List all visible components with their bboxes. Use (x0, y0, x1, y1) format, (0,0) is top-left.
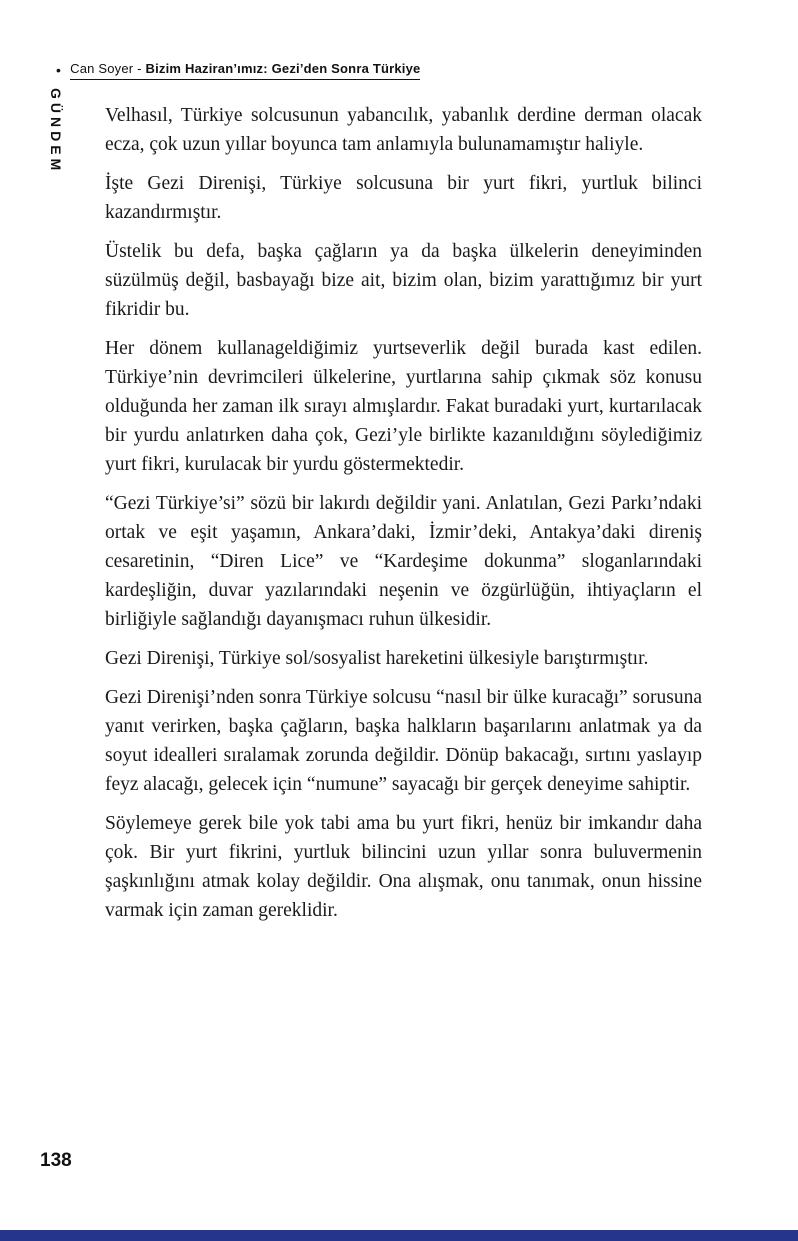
header-author: Can Soyer (70, 61, 134, 76)
paragraph: Söylemeye gerek bile yok tabi ama bu yurt fikri, henüz bir imkandır daha çok. Bir yurt fikrini, yurtluk bilincini uzun yıllar sonra buluvermenin şaşkınlığını atmak kolay değildir. Ona alışmak, onu tanımak, onun hissine varmak için zaman gereklidir. (105, 813, 702, 921)
paragraph: Her dönem kullanageldiğimiz yurtseverlik değil burada kast edilen. Türkiye’nin devrimcileri ülkelerine, yurtlarına sahip çıkmak söz konusu olduğunda her zaman ilk sırayı almışlardır. Fakat buradaki yurt, kurtarılacak bir yurdu anlatırken daha çok, Gezi’yle birlikte kazanıldığını söylediğimiz yurt fikri, kurulacak bir yurdu göstermektedir. (105, 338, 702, 475)
paragraph: Üstelik bu defa, başka çağların ya da başka ülkelerin deneyiminden süzülmüş değil, basbayağı bize ait, bizim olan, bizim yarattığımız bir yurt fikridir bu. (105, 241, 702, 320)
header-separator: - (133, 61, 146, 76)
paragraph: Gezi Direnişi, Türkiye sol/sosyalist hareketini ülkesiyle barıştırmıştır. (105, 648, 649, 669)
page-header (56, 61, 616, 80)
section-label-vertical: GÜNDEM (48, 88, 64, 175)
paragraph: Gezi Direnişi’nden sonra Türkiye solcusu “nasıl bir ülke kuracağı” sorusuna yanıt verirken, başka çağların, başka halkların başarılarını anlatmak ya da soyut idealleri sıralamak zorunda değildir. Dönüp bakacağı, sırtını yaslayıp feyz alacağı, gelecek için “numune” sayacağı bir gerçek deneyime sahiptir. (105, 687, 702, 795)
header-bullet-icon: • (56, 61, 62, 78)
page-number: 138 (40, 1150, 72, 1171)
header-text (70, 61, 420, 80)
paragraph: “Gezi Türkiye’si” sözü bir lakırdı değildir yani. Anlatılan, Gezi Parkı’ndaki ortak ve eşit yaşamın, Ankara’daki, İzmir’deki, Antakya’daki direniş cesaretinin, “Diren Lice” ve “Kardeşime dokunma” sloganlarındaki kardeşliğin, duvar yazılarındaki neşenin ve özgürlüğün, ihtiyaçların el birliğiyle sağlandığı dayanışmacı ruhun ülkesidir. (105, 493, 702, 630)
paragraph: İşte Gezi Direnişi, Türkiye solcusuna bir yurt fikri, yurtluk bilinci kazandırmıştır. (105, 173, 702, 223)
body-text (105, 101, 702, 935)
header-book-title: Bizim Haziran’ımız: Gezi’den Sonra Türkiye (145, 61, 421, 76)
paragraph: Velhasıl, Türkiye solcusunun yabancılık, yabanlık derdine derman olacak ecza, çok uzun yıllar boyunca tam anlamıyla bulunamamıştır haliyle. (105, 105, 702, 155)
bottom-accent-bar (0, 1230, 798, 1241)
